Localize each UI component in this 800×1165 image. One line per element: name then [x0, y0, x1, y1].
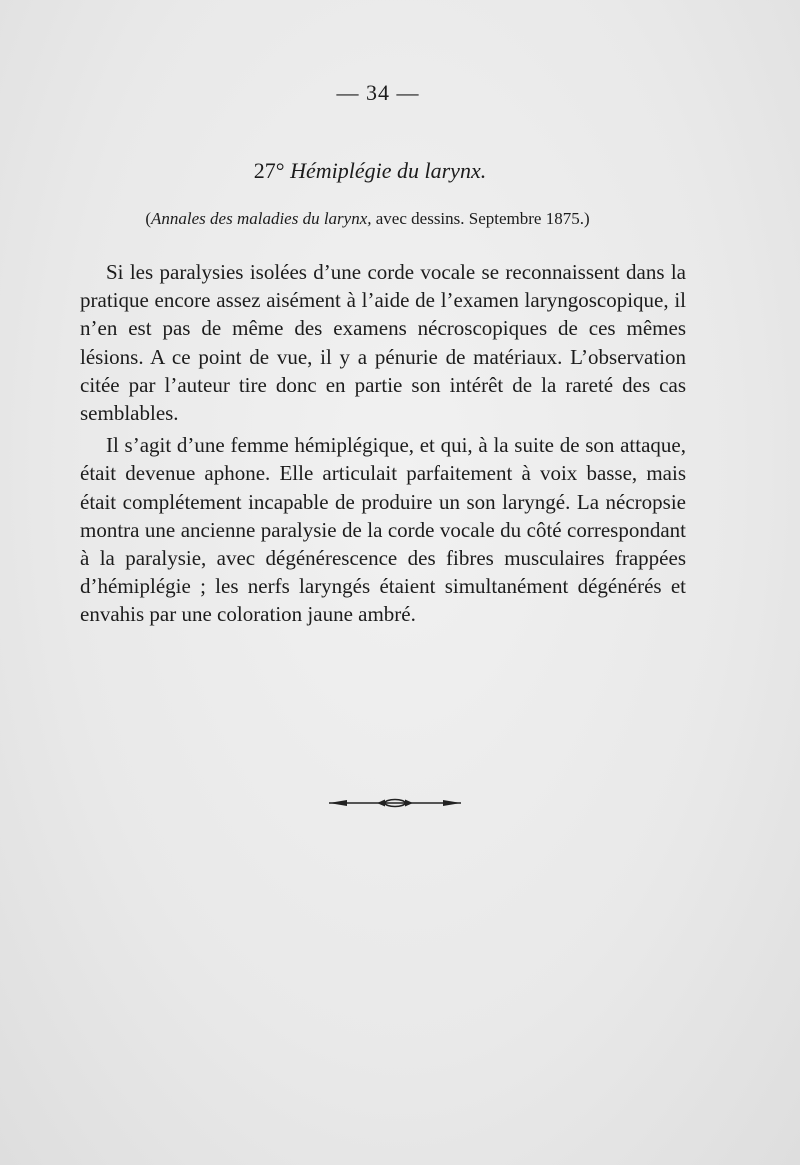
citation-open-paren: ( [145, 209, 152, 228]
citation-details: avec dessins. Septembre 1875.) [371, 209, 590, 228]
page-number: — 34 — [336, 80, 420, 105]
section-heading [0, 158, 740, 184]
citation-journal: Annales des maladies du larynx, [151, 209, 372, 228]
section-title: Hémiplégie du larynx. [290, 158, 487, 183]
paragraph-1: Si les paralysies isolées d’une corde vocale se reconnaissent dans la pratique encore assez aisément à l’aide de l’examen laryngoscopique, il n’en est pas de même des examens nécroscopiques de ces mêmes lésions. A ce point de vue, il y a pénurie de matériaux. L’observation citée par l’auteur tire donc en partie son intérêt de la rareté des cas semblables. [80, 260, 686, 426]
section-number: 27° [253, 158, 285, 183]
body-text [80, 258, 686, 629]
paragraph-2: Il s’agit d’une femme hémiplégique, et qui, à la suite de son attaque, était devenue aphone. Elle articulait parfaitement à voix basse, mais était complétement incapable de produire un son laryngé. La nécropsie montra une ancienne paralysie de la corde vocale du côté correspondant à la paralysie, avec dégénérescence des fibres musculaires frappées d’hémiplégie ; les nerfs laryngés étaient simultanément dégénérés et envahis par une coloration jaune ambré. [80, 433, 686, 627]
section-end-ornament [325, 795, 465, 811]
source-citation [0, 209, 735, 229]
